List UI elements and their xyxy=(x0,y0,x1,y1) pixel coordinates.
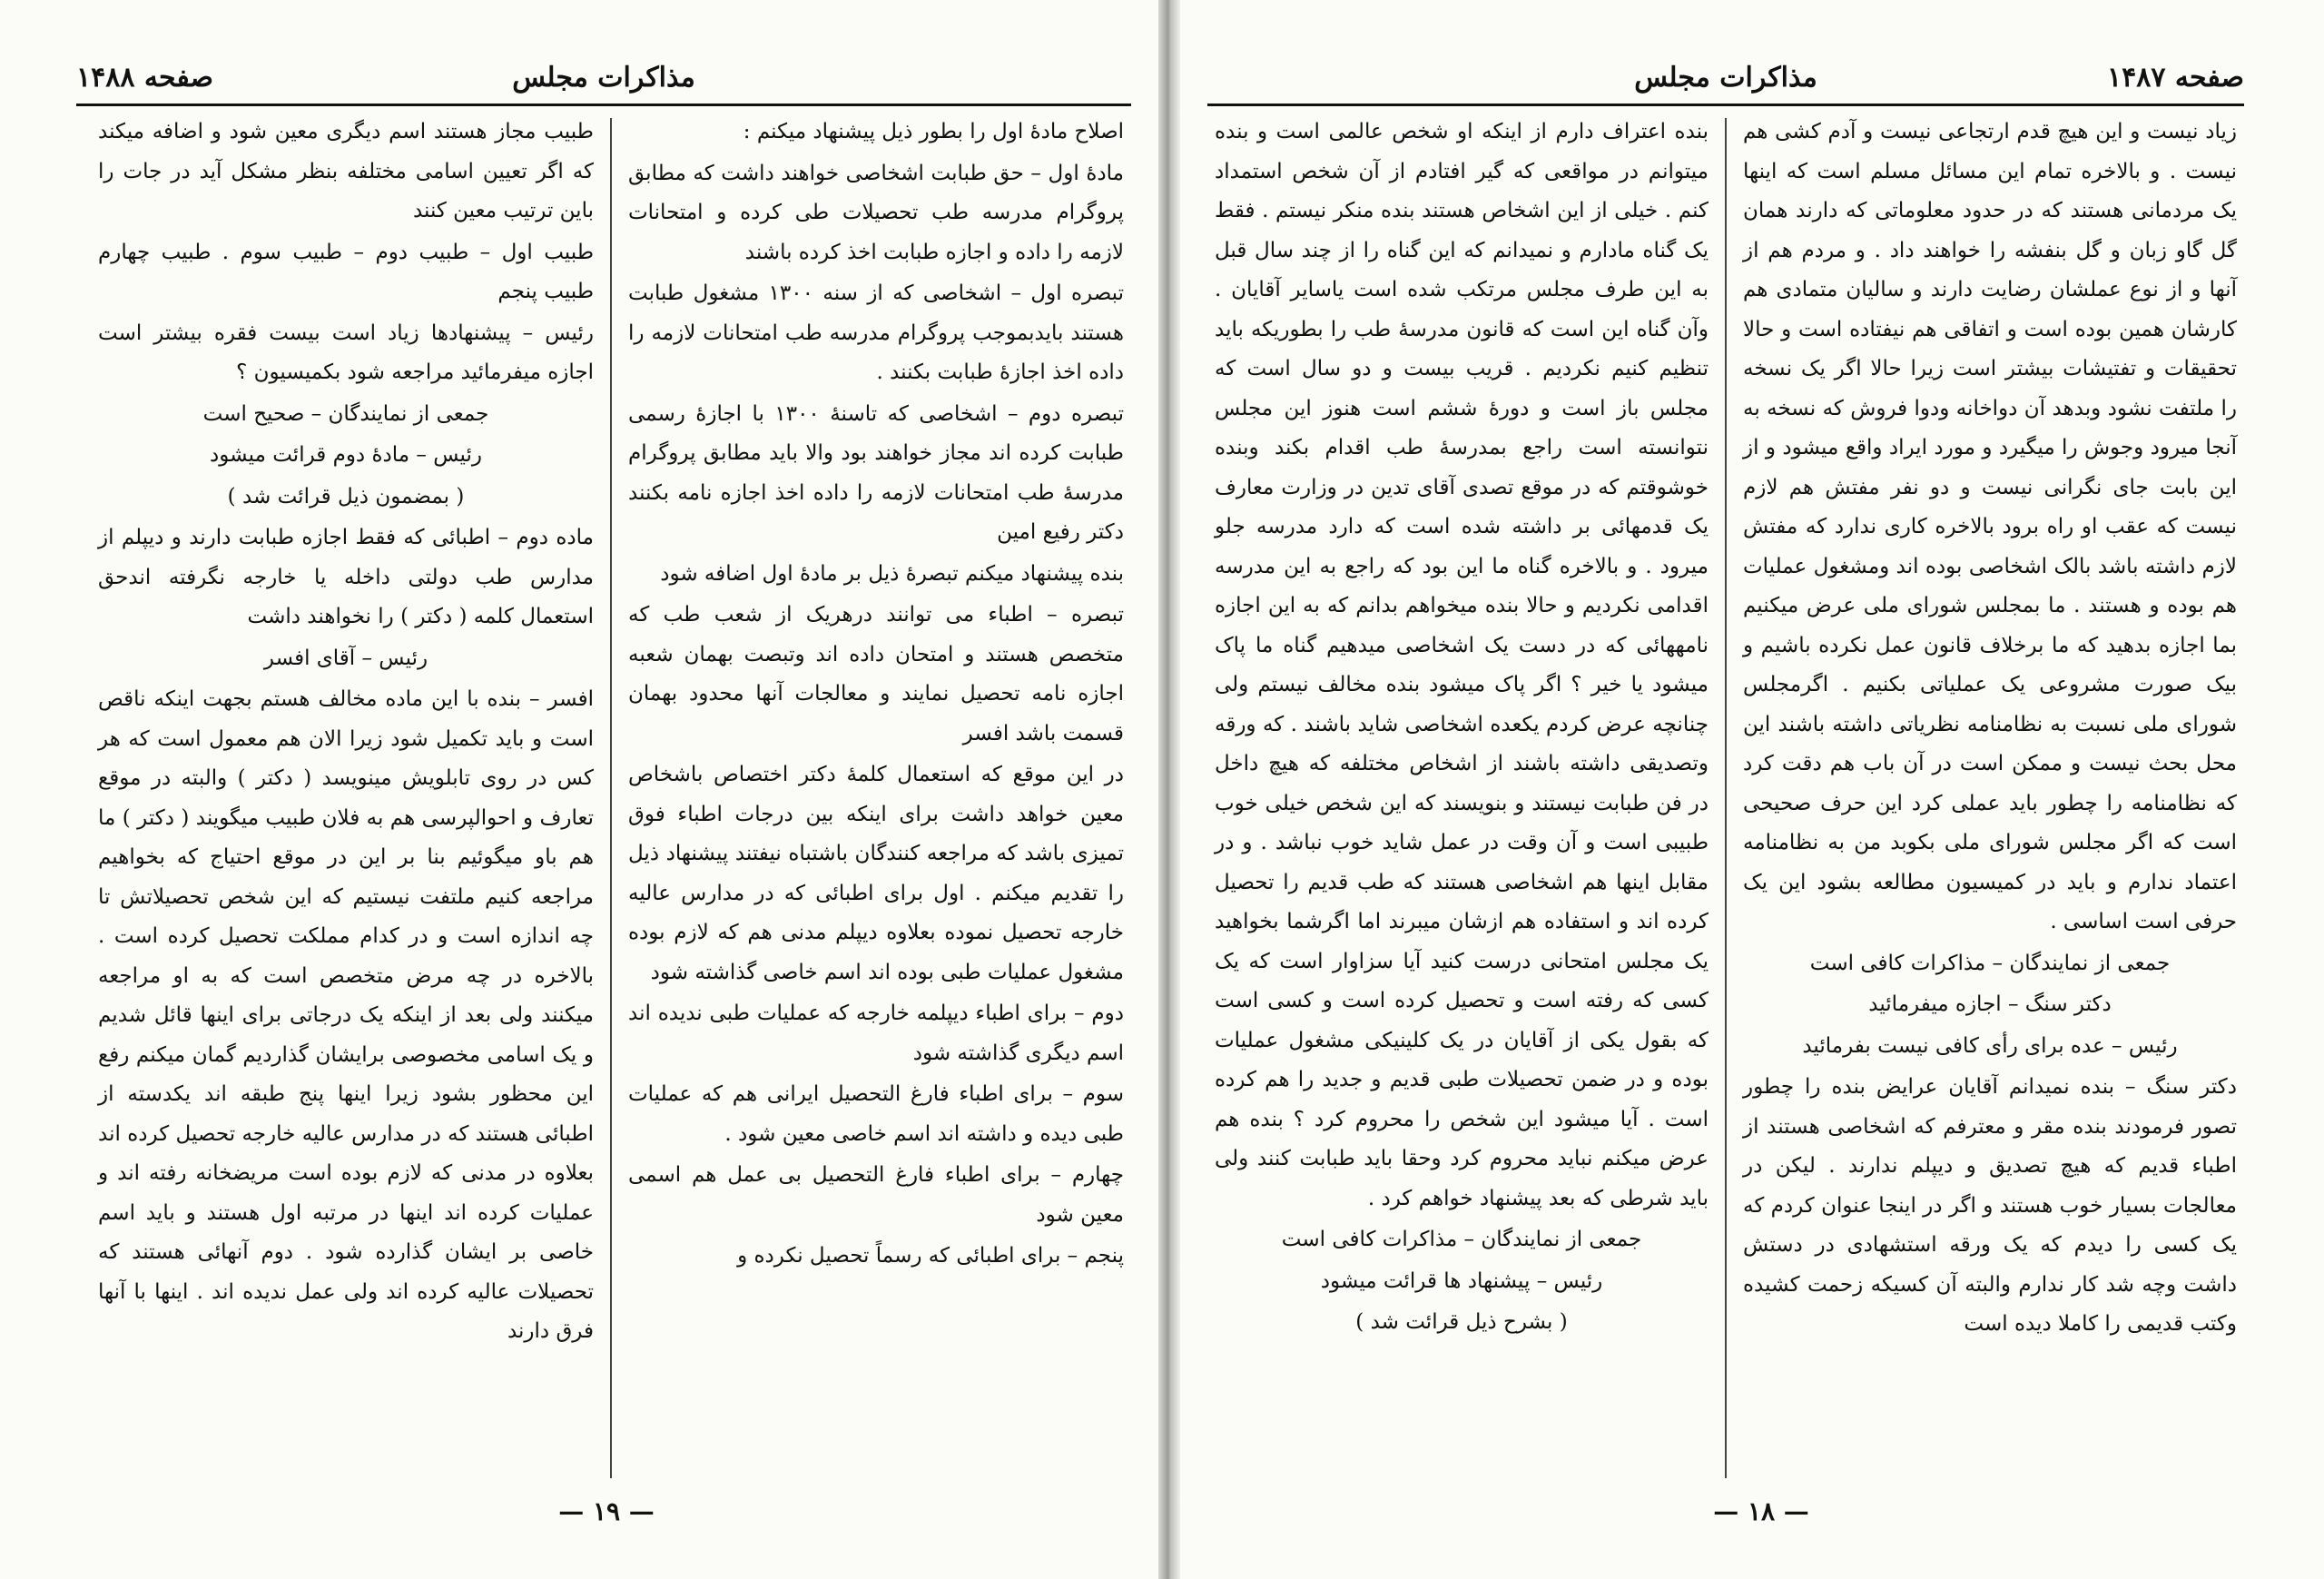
right-column-right xyxy=(1736,113,2244,1484)
left-columns xyxy=(91,113,1131,1484)
paragraph: افسر – بنده با این ماده مخالف هستم بجهت اینکه ناقص است و باید تکمیل شود زیرا الان هم معمول است که هر کس در روی تابلویش مینویسد ( دکتر ) والبته در موقع تعارف و احوالپرسی هم به فلان طبیب میگویند ( دکتر ) ما هم باو میگوئیم بنا بر این در موقع احتیاج که بخواهیم مراجعه کنیم ملتفت نیستیم که این شخص تحصیلاتش تا چه اندازه است و در کدام مملکت تحصیل کرده است . بالاخره در چه مرض متخصص است که به او مراجعه میکنند ولی بعد از اینکه یک درجاتی برای اینها قائل شدیم و یک اسامی مخصوصی برایشان گذاردیم گمان میکنم رفع این محظور بشود زیرا اینها پنج طبقه اند یکدسته از اطبائی هستند که در مدارس عالیه خارجه تحصیل کرده اند بعلاوه در مدنی که لازم بوده است مریضخانه رفته اند و عملیات کرده اند اینها در مرتبه اول هستند و باید اسم خاصی بر ایشان گذارده شود . دوم آنهائی هستند که تحصیلات عالیه کرده اند ولی عمل ندیده اند . اینها با آنها فرق دارند xyxy=(98,687,594,1343)
right-page xyxy=(1180,0,2324,1579)
left-running-head xyxy=(76,56,1131,106)
paragraph: رئیس – پیشنهادها زیاد است بیست فقره بیشتر است اجازه میفرمائید مراجعه شود بکمیسیون ؟ xyxy=(98,321,594,384)
column-divider xyxy=(1725,118,1727,1478)
paragraph: دکتر سنگ – بنده نمیدانم آقایان عرایض بنده را چطور تصور فرمودند بنده مقر و معترفم که اشخاصی هستند از اطباء قدیم که هیچ تصدیق و دیپلم ندارند . لیکن در معالجات بسیار خوب هستند و اگر در اینجا عنوان کردم که یک کسی را دیدم که یک ورقه استشهادی در دستش داشت وچه شد کار ندارم والبته آن کسیکه زحمت کشیده وکتب قدیمی را کاملا دیده است xyxy=(1743,1075,2237,1336)
left-page-footer: — ۱۹ — xyxy=(558,1496,655,1526)
left-header-title: مذاکرات مجلس xyxy=(512,62,695,94)
paragraph: رئیس – آقای افسر xyxy=(263,646,428,670)
right-column-left xyxy=(1207,113,1716,1484)
paragraph: جمعی از نمایندگان – صحیح است xyxy=(202,401,489,426)
paragraph: ( بشرح ذیل قرائت شد ) xyxy=(1355,1310,1568,1334)
right-page-footer: — ۱۸ — xyxy=(1713,1496,1809,1526)
paragraph: مادهٔ اول – حق طبابت اشخاصی خواهند داشت که مطابق پروگرام مدرسه طب تحصیلات طی کرده و امتحانات لازمه را داده و اجازه طبابت اخذ کرده باشند xyxy=(628,161,1124,264)
column-divider xyxy=(610,118,612,1478)
paragraph: ماده دوم – اطبائی که فقط اجازه طبابت دارند و دیپلم از مدارس طب دولتی داخله یا خارجه نگرفته اندحق استعمال کلمه ( دکتر ) را نخواهند داشت xyxy=(98,526,594,628)
left-page-number: صفحه ۱۴۸۸ xyxy=(76,62,213,94)
paragraph: چهارم – برای اطباء فارغ التحصیل بی عمل هم اسمی معین شود xyxy=(628,1163,1124,1227)
paragraph: رئیس – پیشنهاد ها قرائت میشود xyxy=(1320,1268,1603,1293)
right-columns xyxy=(1207,113,2244,1484)
paragraph: طبیب اول – طبیب دوم – طبیب سوم . طبیب چهارم طبیب پنجم xyxy=(98,240,594,303)
paragraph: دکتر سنگ – اجازه میفرمائید xyxy=(1868,992,2112,1016)
book-gutter xyxy=(1158,0,1180,1579)
paragraph: دوم – برای اطباء دیپلمه خارجه که عملیات طبی ندیده اند اسم دیگری گذاشته شود xyxy=(628,1002,1124,1065)
paragraph: تبصره دوم – اشخاصی که تاسنهٔ ۱۳۰۰ با اجازهٔ رسمی طبابت کرده اند مجاز خواهند بود والا باید مطابق پروگرام مدرسهٔ طب امتحانات لازمه را داده اخذ اجازه نامه بکنند دکتر رفیع امین xyxy=(628,401,1124,544)
paragraph: اصلاح مادهٔ اول را بطور ذیل پیشنهاد میکنم : xyxy=(743,120,1124,143)
paragraph: زیاد نیست و این هیچ قدم ارتجاعی نیست و آدم کشی هم نیست . و بالاخره تمام این مسائل مسلم است که اینها یک مردمانی هستند که در حدود معلوماتی که دارند همان گل گاو زبان و گل بنفشه را خواهند داد . و مردم هم از آنها و از نوع عملشان رضایت دارند و سالیان متمادی هم کارشان همین بوده است و اتفاقی هم نیفتاده است و حالا تحقیقات و تفتیشات بیشتر است زیرا حالا اگر یک نسخه را ملتفت نشود وبدهد آن دواخانه ودوا فروش که نسخه به آنجا میرود وجوش را میگیرد و مورد ایراد واقع میشود و از این بابت جای نگرانی نیست و دو نفر مفتش هم لازم نیست که عقب او راه برود بالاخره کاری ندارد که مفتش لازم داشته باشد بالک اشخاصی بوده اند ومشغول عملیات هم بوده و هستند . ما بمجلس شورای ملی عرض میکنیم بما اجازه بدهید که ما برخلاف قانون عمل نکرده باشیم و بیک صورت مشروعی یک عملیاتی بکنیم . اگرمجلس شورای ملی نسبت به نظامنامه نظریاتی داشته باشند این محل بحث نیست و ممکن است در آن باب هم دقت کرد که نظامنامه را چطور باید عملی کرد این حرف صحیحی است که اگر مجلس شورای ملی بکوبد من به نظامنامه اعتماد ندارم و باید در کمیسیون مطالعه بشود این یک حرفی است اساسی . xyxy=(1743,120,2238,933)
paragraph: تبصره اول – اشخاصی که از سنه ۱۳۰۰ مشغول طبابت هستند بایدبموجب پروگرام مدرسه طب امتحانات لازمه را داده اخذ اجازهٔ طبابت بکنند . xyxy=(628,281,1125,384)
paragraph: جمعی از نمایندگان – مذاکرات کافی است xyxy=(1809,951,2171,975)
paragraph: طبیب مجاز هستند اسم دیگری معین شود و اضافه میکند که اگر تعیین اسامی مختلفه بنظر مشکل آید در جات را باین ترتیب معین کنند xyxy=(98,120,594,222)
paragraph: جمعی از نمایندگان – مذاکرات کافی است xyxy=(1281,1228,1642,1251)
paragraph: پنجم – برای اطبائی که رسماً تحصیل نکرده و xyxy=(737,1244,1124,1268)
right-running-head xyxy=(1207,56,2244,106)
left-column-left xyxy=(91,113,601,1484)
left-column-right xyxy=(621,113,1131,1484)
right-header-title: مذاکرات مجلس xyxy=(1634,62,1817,94)
paragraph: بنده پیشنهاد میکنم تبصرهٔ ذیل بر مادهٔ اول اضافه شود xyxy=(660,561,1124,586)
paragraph: بنده اعتراف دارم از اینکه او شخص عالمی است و بنده میتوانم در مواقعی که گیر افتادم از آن شخص استمداد کنم . خیلی از این اشخاص هستند بنده منکر نیستم . فقط یک گناه مادارم و نمیدانم که این گناه را از چند سال قبل به این طرف مجلس مرتکب شده است یاسایر آقایان . وآن گناه این است که قانون مدرسهٔ طب را بطوریکه باید تنظیم کنیم نکردیم . قریب بیست و دو سال است که مجلس باز است و دورهٔ ششم است هنوز این مجلس نتوانسته است راجع بمدرسهٔ طب اقدام بکند وبنده خوشوقتم که در موقع تصدی آقای تدین در وزارت معارف یک قدمهائی بر داشته شده است که دارد مدرسه جلو میرود . و بالاخره گناه ما این بود که راجع به این مدرسه اقدامی نکردیم و حالا بنده میخواهم بدانم که به این اجازه نامههائی که در دست یک اشخاصی میدهیم گناه ما پاک میشود یا خیر ؟ اگر پاک میشود بنده مخالف نیستم ولی چنانچه عرض کردم یکعده اشخاصی شاید باشند . که ورقه وتصدیقی داشته باشند از اشخاص مختلفه که هیچ داخل در فن طبابت نیستند و بنویسند که این شخص خیلی خوب طبیبی است و آن وقت در عمل شاید خوب نباشد . و در مقابل اینها هم اشخاصی هستند که طب قدیم را تحصیل کرده اند و استفاده هم ازشان میبرند اما اگرشما بخواهید یک مجلس امتحانی درست کنید آیا سزاوار است که یک کسی که رفته است و تحصیل کرده است و کسی است که بقول یکی از آقایان در یک کلینیکی مشغول عملیات بوده و در ضمن تحصیلات طبی قدیم و جدید را هم کرده است . آیا میشود این شخص را محروم کرد ؟ بنده هم عرض میکنم نباید محروم کرد وحقا باید طبابت کنند ولی باید شرطی که بعد پیشنهاد خواهم کرد . xyxy=(1215,120,1709,1210)
paragraph: در این موقع که استعمال کلمهٔ دکتر اختصاص باشخاص معین خواهد داشت برای اینکه بین درجات اطباء فوق تمیزی باشد که مراجعه کنندگان باشتباه نیفتند پیشنهاد ذیل را تقدیم میکنم . اول برای اطبائی که در مدارس عالیه خارجه تحصیل نموده بعلاوه دیپلم مدنی هم که لازم بوده مشغول عملیات طبی بوده اند اسم خاصی گذاشته شود xyxy=(628,763,1124,984)
paragraph: تبصره – اطباء می توانند درهریک از شعب طب که متخصص هستند و امتحان داده اند وتبصت بهمان شعبه اجازه نامه تحصیل نمایند و معالجات آنها محدود بهمان قسمت باشد افسر xyxy=(628,603,1124,745)
right-page-number: صفحه ۱۴۸۷ xyxy=(2107,62,2244,94)
paragraph: رئیس – عده برای رأی کافی نیست بفرمائید xyxy=(1802,1033,2178,1058)
left-page xyxy=(0,0,1158,1579)
paragraph: سوم – برای اطباء فارغ التحصیل ایرانی هم که عملیات طبی دیده و داشته اند اسم خاصی معین شود . xyxy=(628,1082,1124,1146)
paragraph: ( بمضمون ذیل قرائت شد ) xyxy=(227,484,465,508)
paragraph: رئیس – مادهٔ دوم قرائت میشود xyxy=(210,443,482,467)
